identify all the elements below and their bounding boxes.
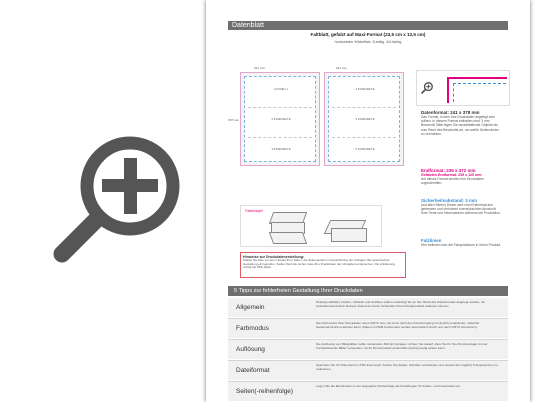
hint-text: Stellen Sie bitte vor dem Upload Ihrer Daten, die Seitenanzahl und Ausrichtung der Vorlagen. Bei gewünschter Gestaltung einzugreifen. Stellen Sie bitte sicher, dass Ihre Druckdaten den Vorgaben entsprechen. Die Anlieferung erfolgt als PDF-Datei. xyxy=(243,258,395,270)
left-label-top: AUSSEN 1 xyxy=(274,87,288,91)
sicherheit-text: (auf allen Seiten) Dieser wird vom Endformat aus gemessen und verhindert unerwünschten Anschnitt Ihrer Texte und Informationen während der Produktion. xyxy=(421,203,501,216)
falzlinien-title: Falzlinien xyxy=(421,238,442,243)
left-label-bottom: 3 INNENSEITE xyxy=(271,147,291,151)
left-layout-diagram xyxy=(240,72,320,166)
product-subtitle-detail: horizontaler Wickelfalz, 6-seitig, 4/4-farbig xyxy=(334,40,402,44)
datasheet-page xyxy=(206,0,530,402)
endformat-text: Auf dieses Format werden Ihre Druckdaten zugeschnitten. xyxy=(421,177,484,186)
tip-row xyxy=(228,298,508,317)
endformat-title: Endformat: 235 x 372 mm xyxy=(421,168,476,173)
tip-text: Hintergrundbilder, Farben, Verläufe und Grafiken sollten unbedingt bis an den Rand des Datenformats angelegt werden, da produktionstechnisch kleinere Toleranzen beim Schneiden Ihres Druckprodukts auftreten können. xyxy=(316,300,485,309)
tip-text: Speichern Sie Ihr Dokument im PDF-Format ab. Achten Sie darauf, Schriften einzubetten und (soweit als möglich) Transparenzen zu reduzieren. xyxy=(316,363,498,372)
sicherheit-title: Sicherheitsabstand: 3 mm xyxy=(421,198,478,203)
falzlinien-text: Hier befinden sich die Falzpositionen in Ihrem Produkt. xyxy=(421,243,501,247)
fold-example-label: Falzbeispiel xyxy=(245,209,263,213)
datenformat-text: Das Format, in dem Ihre Druckdaten angelegt sein sollten. In diesem Format enthalten sind: 3 mm Beschnitt. Bitte legen Sie randabfallende Objekte bis zum Rand des Beschnitts an, um weiße Seitenränder zu vermeiden. xyxy=(421,115,499,136)
corner-zoom-box xyxy=(416,70,510,106)
datasheet-title: Datenblatt xyxy=(228,21,508,30)
zoom-magnifier-icon[interactable] xyxy=(48,128,188,268)
left-diagram-side-dim: 378 mm xyxy=(228,118,239,122)
left-diagram-top-dim: 241 mm xyxy=(254,66,265,70)
left-label-mid: 2 INNENSEITE xyxy=(271,117,291,121)
right-diagram-top-dim: 241 mm xyxy=(336,66,347,70)
hint-title: Hinweise zur Druckdatenerstellung: xyxy=(243,255,305,259)
tip-row xyxy=(228,361,508,380)
tip-label: Allgemein xyxy=(236,304,265,311)
tip-row xyxy=(228,319,508,338)
endformat-title-2: Gefalztes Endformat: 235 x 125 mm xyxy=(421,173,482,177)
tip-text: Die Farbmodus Ihrer Druckdaten muss CMYK sein, da sonst nach dem Druckvorgang ein (leicht) veränderter, optischer Gesamteindruck entstehen kann. (Daten im RGB-Farbmodus werden automatisch durch uns nach CMYK konvertiert.) xyxy=(316,321,480,330)
tip-label: Auflösung xyxy=(236,346,265,353)
right-layout-diagram xyxy=(324,72,404,166)
tip-text: Legen Sie die Einzelseiten in der angegeben Reihenfolge als Druckbogen für Außen- und Innenseiten an. xyxy=(316,384,461,388)
fold-example xyxy=(240,205,382,247)
datenformat-title: Datenformat: 241 x 378 mm xyxy=(421,110,480,115)
small-magnifier-icon[interactable] xyxy=(420,81,434,95)
tip-row xyxy=(228,340,508,359)
product-subtitle: Faltblatt, gefalzt auf Maxi-Format (23,5 cm x 12,5 cm) xyxy=(310,32,426,37)
tip-label: Dateiformat xyxy=(236,367,270,374)
right-label-top: 4 INNENSEITE xyxy=(355,87,375,91)
tip-row xyxy=(228,382,508,401)
tip-text: Die Auflösung von Bildgrafiken sollte mindestens 300 dpi betragen. Achten Sie darauf, dass Sie für Ihre Druckvorlagen immer hochauflösende Bilder verwenden, da Ihr Druckprodukt andernfalls (leicht) pixelig wirken kann. xyxy=(316,342,488,351)
tip-label: Farbmodus xyxy=(236,325,269,332)
right-label-bottom: 6 INNENSEITE xyxy=(355,147,375,151)
tip-label: Seiten(-reihenfolge) xyxy=(236,388,294,395)
print-data-hint xyxy=(240,252,406,278)
right-label-mid: 5 INNENSEITE xyxy=(355,117,375,121)
tips-heading: 5 Tipps zur fehlerfreien Gestaltung Ihrer Druckdaten xyxy=(228,286,508,296)
